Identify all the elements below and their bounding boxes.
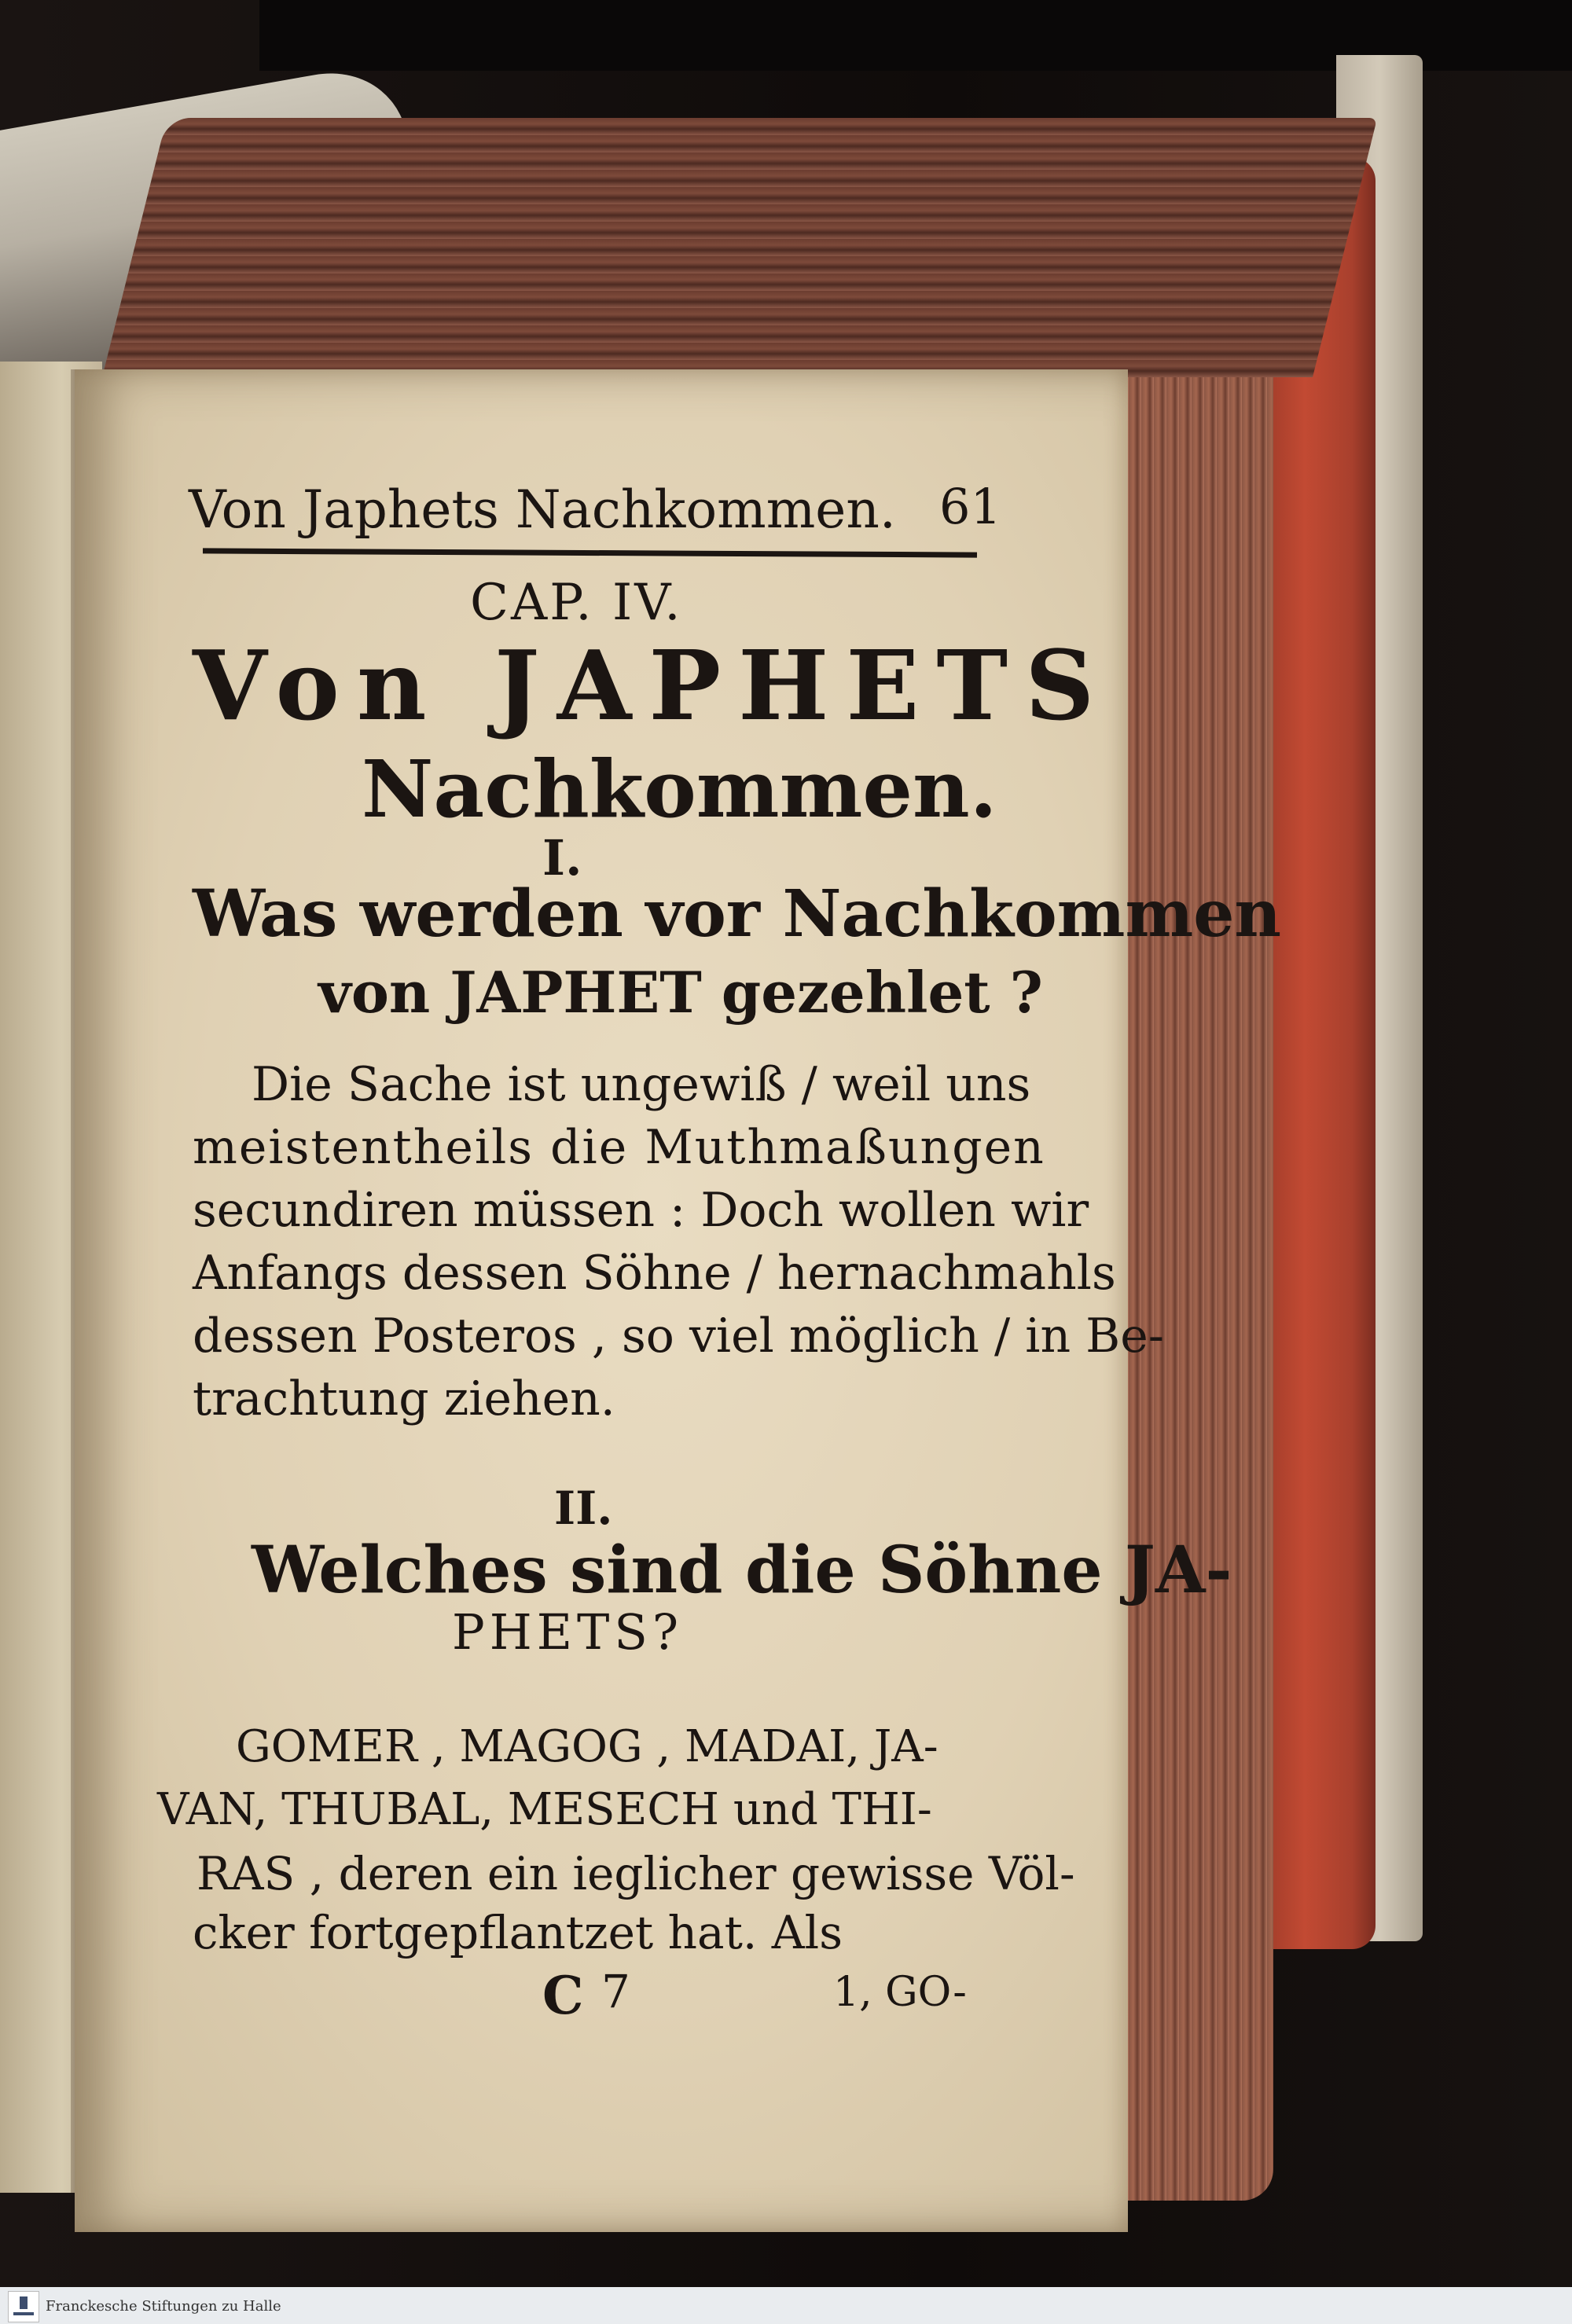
question-number-2: II. bbox=[554, 1481, 613, 1535]
answer-2-line-2: VAN, THUBAL, MESECH und THI- bbox=[157, 1784, 932, 1835]
page-number: 61 bbox=[939, 478, 1001, 535]
footer-bar bbox=[0, 2287, 1572, 2324]
answer-1-line-5: dessen Posteros , so viel möglich / in Be- bbox=[193, 1309, 1165, 1364]
chapter-label: CAP. IV. bbox=[470, 574, 683, 632]
page-block-top bbox=[102, 118, 1377, 377]
chapter-title-line-2: Nachkommen. bbox=[362, 743, 997, 835]
signature-letter: C bbox=[542, 1965, 584, 2026]
institution-logo-icon bbox=[8, 2291, 39, 2322]
red-page-edge bbox=[1258, 157, 1376, 1949]
answer-1-line-4: Anfangs dessen Söhne / hernachmahls bbox=[193, 1246, 1116, 1301]
answer-2-line-1: GOMER , MAGOG , MADAI, JA- bbox=[236, 1721, 938, 1772]
answer-1-line-6: trachtung ziehen. bbox=[193, 1371, 615, 1426]
question-number-1: I. bbox=[542, 829, 582, 887]
question-2-line-1: Welches sind die Söhne JA- bbox=[252, 1533, 1232, 1608]
question-1-line-1: Was werden vor Nachkommen bbox=[193, 876, 1281, 952]
catchword: 1, GO- bbox=[833, 1969, 967, 2016]
answer-1-line-3: secundiren müssen : Doch wollen wir bbox=[193, 1183, 1089, 1238]
chapter-title-line-1: Von JAPHETS bbox=[193, 629, 1112, 742]
question-1-line-2: von JAPHET gezehlet ? bbox=[318, 959, 1043, 1026]
answer-1-line-2: meistentheils die Muthmaßungen bbox=[193, 1120, 1045, 1175]
running-header: Von Japhets Nachkommen. bbox=[189, 479, 896, 540]
answer-2-line-3: RAS , deren ein ieglicher gewisse Völ- bbox=[196, 1847, 1075, 1900]
answer-2-line-4: cker fortgepflantzet hat. Als bbox=[193, 1906, 843, 1959]
answer-1-line-1: Die Sache ist ungewiß / weil uns bbox=[252, 1057, 1031, 1112]
footer-credit: Franckesche Stiftungen zu Halle bbox=[46, 2298, 281, 2315]
question-2-line-2: PHETS? bbox=[452, 1603, 684, 1661]
page-block-edges bbox=[1116, 149, 1273, 2201]
signature-number: 7 bbox=[601, 1965, 630, 2018]
